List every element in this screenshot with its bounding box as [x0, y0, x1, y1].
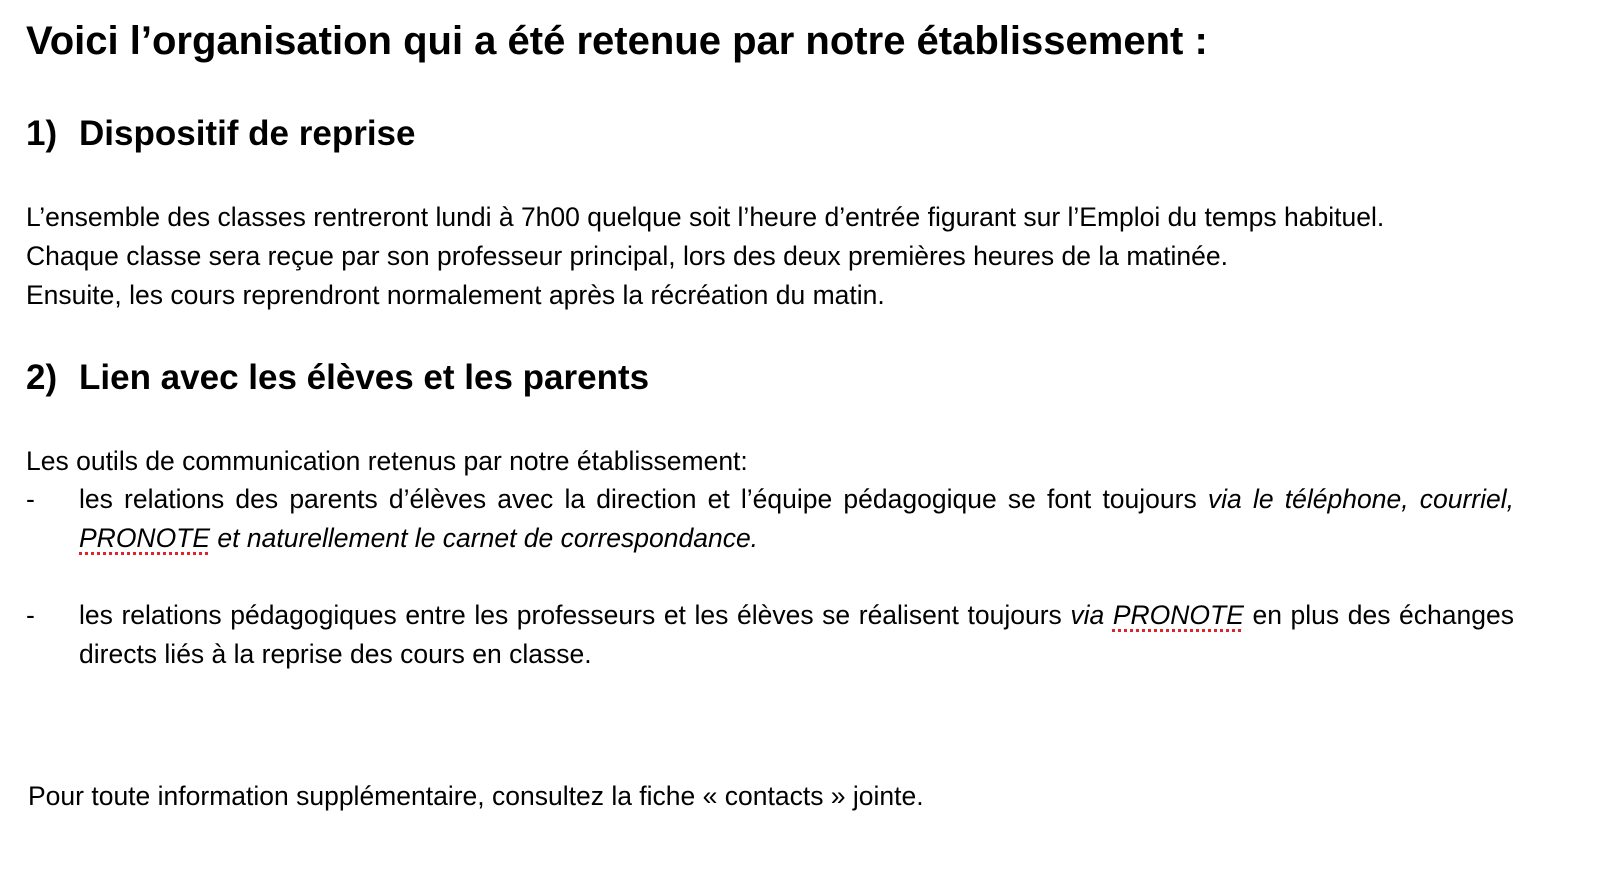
spellcheck-flagged-word[interactable]: PRONOTE: [1112, 600, 1244, 630]
list-item-text: [79, 480, 1514, 558]
list-item: [26, 480, 1514, 558]
paragraph-line: L’ensemble des classes rentreront lundi à 7h00 quelque soit l’heure d’entrée figurant sur l’Emploi du temps habituel.: [26, 202, 1385, 232]
section-body-dispositif: [26, 198, 1384, 315]
section-number: 2): [26, 358, 58, 397]
list-item-text-plain: en plus des échanges directs liés à la reprise des cours en classe.: [79, 600, 1514, 669]
list-item-text-plain: les relations des parents d’élèves avec la direction et l’équipe pédagogique se font toujours: [79, 484, 1208, 514]
paragraph-line: Chaque classe sera reçue par son professeur principal, lors des deux premières heures de la matinée.: [26, 241, 1228, 271]
page-title: Voici l’organisation qui a été retenue par notre établissement :: [26, 19, 1208, 63]
section-heading-text: Lien avec les élèves et les parents: [79, 358, 650, 397]
list-item-text: [79, 596, 1514, 674]
bullet-dash: -: [26, 484, 35, 514]
section-number: 1): [26, 114, 58, 153]
bullet-dash: -: [26, 600, 35, 630]
list-item-text-plain: les relations pédagogiques entre les professeurs et les élèves se réalisent toujours: [79, 600, 1071, 630]
section-heading-dispositif: [26, 112, 415, 156]
list-item-text-italic: via le téléphone, courriel,: [1207, 484, 1514, 514]
paragraph-line: Ensuite, les cours reprendront normalement après la récréation du matin.: [26, 280, 885, 310]
closing-note: Pour toute information supplémentaire, consultez la fiche « contacts » jointe.: [28, 781, 924, 811]
section-intro: Les outils de communication retenus par notre établissement:: [26, 446, 748, 476]
section-heading-lien: [26, 356, 649, 400]
list-item-text-italic: et naturellement le carnet de correspondance.: [210, 523, 759, 553]
list-item-text-italic: via: [1070, 600, 1113, 630]
section-heading-text: Dispositif de reprise: [79, 114, 416, 153]
spellcheck-flagged-word[interactable]: PRONOTE: [79, 523, 211, 553]
list-item: [26, 596, 1514, 674]
